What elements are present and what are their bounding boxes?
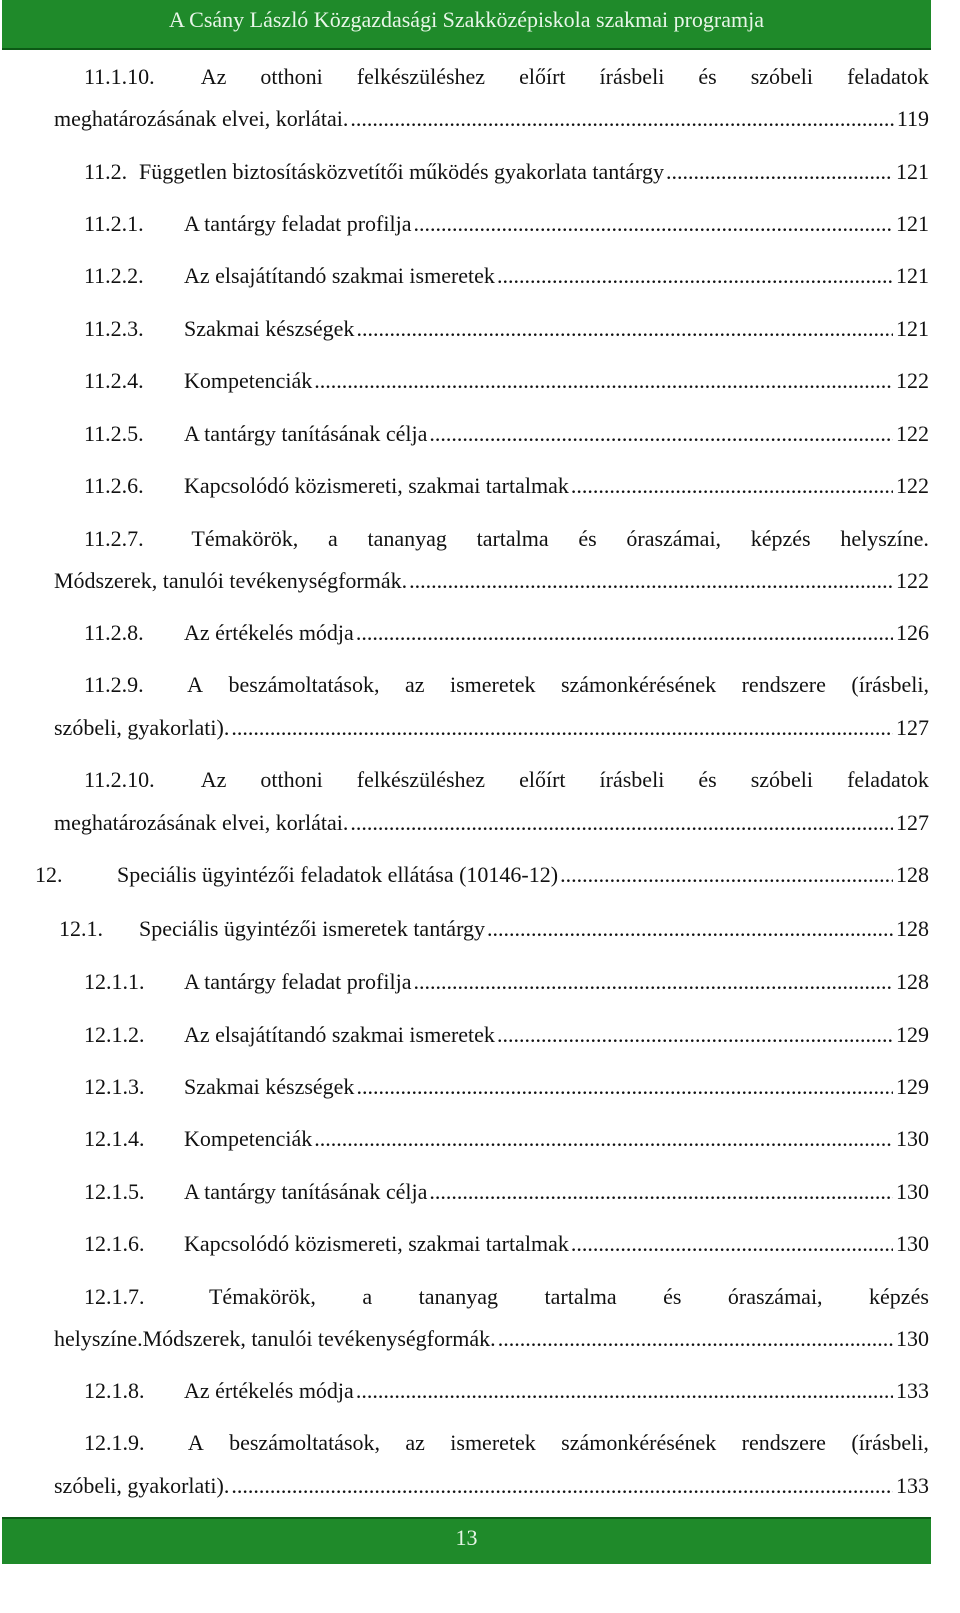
toc-page: 122 [896,368,929,393]
toc-leader [350,810,893,836]
toc-page: 130 [896,1126,929,1151]
toc-number: 11.2.10. [84,767,155,792]
toc-leader [356,316,893,342]
toc-title-line1: Az [200,767,227,792]
toc-title: Speciális ügyintézői feladatok ellátása (10146-12) [117,862,559,887]
toc-leader [314,368,893,394]
toc-title-word: rendszere [741,1430,826,1455]
toc-entry[interactable] [35,862,929,888]
toc-entry[interactable] [84,969,929,995]
toc-title-word: rendszere [741,672,826,697]
toc-title-word: az [404,672,425,697]
toc-number: 11.2.5. [84,421,144,446]
toc-leader [314,1126,893,1152]
toc-number: 12.1.9. [84,1430,145,1455]
toc-leader [356,620,893,646]
toc-title: Speciális ügyintézői ismeretek tantárgy [139,916,485,941]
toc-entry[interactable] [84,263,929,289]
toc-title-line2: szóbeli, gyakorlati). [54,1473,230,1498]
toc-title-word: óraszámai, [727,1284,823,1309]
toc-page: 126 [896,620,929,645]
toc-title-word: a [362,1284,373,1309]
toc-number: 11.2.1. [84,211,144,236]
toc-title: Kapcsolódó közismereti, szakmai tartalmak [184,473,569,498]
toc-title-word: tananyag [418,1284,499,1309]
toc-title: Kapcsolódó közismereti, szakmai tartalmak [184,1231,569,1256]
toc-page: 133 [896,1378,929,1403]
toc-entry[interactable] [84,1126,929,1152]
toc-title-word: előírt [519,64,566,89]
toc-number: 12.1.7. [84,1284,145,1309]
toc-title-word: feladatok [847,64,929,89]
toc-title-word: szóbeli [750,64,814,89]
toc-title-word: (írásbeli, [851,672,929,697]
toc-title-word: számonkérésének [560,672,717,697]
toc-page: 121 [896,263,929,288]
toc-title: Az értékelés módja [184,1378,354,1403]
toc-title-line2: helyszíne.Módszerek, tanulói tevékenységformák. [54,1326,496,1351]
toc-number: 11.2.3. [84,316,144,341]
toc-number: 11.2.6. [84,473,144,498]
toc-number: 12.1.3. [84,1074,145,1099]
toc-title-line2: Módszerek, tanulói tevékenységformák. [54,568,408,593]
toc-page: 128 [896,969,929,994]
toc-title-line1: Témakörök, [208,1284,316,1309]
toc-title-line1: Az [200,64,227,89]
toc-entry[interactable] [84,1179,929,1205]
toc-leader [429,421,893,447]
toc-page: 127 [896,715,929,740]
toc-number: 11.1.10. [84,64,155,89]
toc-title-word: ismeretek [450,1430,536,1455]
toc-page: 128 [896,862,929,887]
toc-title-line2: meghatározásának elvei, korlátai. [54,810,349,835]
toc-title-word: felkészüléshez [356,767,486,792]
toc-title-word: otthoni [260,64,323,89]
toc-leader [356,1074,893,1100]
page-number: 13 [455,1525,478,1550]
toc-entry[interactable] [84,211,929,237]
toc-leader [231,715,893,741]
toc-number: 11.2.2. [84,263,144,288]
toc-page: 122 [896,421,929,446]
toc-title-word: beszámoltatások, [229,1430,381,1455]
toc-number: 11.2. [84,159,128,184]
toc-title-word: feladatok [847,767,929,792]
toc-leader [497,1022,893,1048]
toc-title: Az elsajátítandó szakmai ismeretek [184,1022,495,1047]
toc-leader [560,862,893,888]
toc-number: 11.2.4. [84,368,144,393]
header-title: A Csány László Közgazdasági Szakközépiskola szakmai programja [168,7,765,32]
toc-page: 130 [896,1179,929,1204]
toc-title-word: és [698,767,717,792]
toc-title-word: előírt [519,767,566,792]
toc-entry[interactable] [84,368,929,394]
toc-number: 12. [35,862,63,887]
toc-title: Kompetenciák [184,1126,313,1151]
toc-title-word: írásbeli [599,64,665,89]
toc-title-word: képzés [750,526,811,551]
toc-leader [571,1231,893,1257]
toc-title-word: felkészüléshez [356,64,486,89]
toc-title-word: az [405,1430,425,1455]
toc-title: A tantárgy feladat profilja [184,969,412,994]
toc-entry[interactable] [59,916,929,942]
toc-entry[interactable] [84,620,929,646]
toc-leader [409,568,893,594]
toc-entry[interactable] [84,316,929,342]
toc-title-word: tartalma [544,1284,617,1309]
toc-number: 12.1.5. [84,1179,145,1204]
toc-number: 12.1.4. [84,1126,145,1151]
toc-title-line2: meghatározásának elvei, korlátai. [54,106,349,131]
toc-number: 12.1.8. [84,1378,145,1403]
toc-title-word: képzés [869,1284,929,1309]
toc-leader [498,1326,893,1352]
toc-leader [571,473,893,499]
toc-title: Az értékelés módja [184,620,354,645]
toc-number: 12.1. [59,916,103,941]
toc-title-word: helyszíne. [840,526,929,551]
toc-title-word: otthoni [260,767,323,792]
toc-entry[interactable] [84,1378,929,1404]
toc-page: 121 [896,211,929,236]
toc-page: 122 [896,568,929,593]
toc-leader [497,263,893,289]
toc-page: 121 [896,316,929,341]
toc-entry[interactable] [84,1022,929,1048]
toc-leader [666,159,893,185]
toc-number: 12.1.6. [84,1231,145,1256]
toc-title-word: a [328,526,338,551]
toc-title: Az elsajátítandó szakmai ismeretek [184,263,495,288]
toc-title-word: írásbeli [599,767,665,792]
toc-title: A tantárgy tanításának célja [184,421,428,446]
toc-page: 127 [896,810,929,835]
toc-title: Szakmai készségek [184,1074,355,1099]
toc-title: Független biztosításközvetítői működés gyakorlata tantárgy [139,159,665,184]
toc-title: Szakmai készségek [184,316,355,341]
toc-entry[interactable] [84,421,929,447]
toc-leader [429,1179,893,1205]
toc-entry[interactable] [84,1074,929,1100]
toc-title-word: beszámoltatások, [228,672,380,697]
toc-page: 130 [896,1231,929,1256]
page-footer [2,1517,931,1564]
toc-page: 119 [896,106,929,131]
toc-title: A tantárgy feladat profilja [184,211,412,236]
toc-number: 11.2.9. [84,672,144,697]
toc-page: 121 [896,159,929,184]
toc-title-line2: szóbeli, gyakorlati). [54,715,230,740]
toc-title-line1: A [187,1430,204,1455]
toc-title-word: (írásbeli, [851,1430,929,1455]
toc-title-line1: A [187,672,204,697]
toc-title-word: tananyag [367,526,447,551]
toc-title-word: tartalma [476,526,549,551]
toc-title-word: óraszámai, [626,526,722,551]
toc-page: 129 [896,1022,929,1047]
toc-title: Kompetenciák [184,368,313,393]
toc-page: 122 [896,473,929,498]
toc-page: 129 [896,1074,929,1099]
toc-leader [413,211,893,237]
toc-title-word: szóbeli [750,767,814,792]
toc-leader [231,1473,893,1499]
toc-title-word: és [698,64,717,89]
toc-page: 133 [896,1473,929,1498]
toc-entry[interactable] [84,473,929,499]
toc-page: 128 [896,916,929,941]
toc-title: A tantárgy tanításának célja [184,1179,428,1204]
toc-number: 12.1.2. [84,1022,145,1047]
toc-page: 130 [896,1326,929,1351]
toc-title-word: és [663,1284,682,1309]
toc-leader [350,106,893,132]
toc-number: 11.2.8. [84,620,144,645]
toc-leader [487,916,893,942]
toc-title-word: és [578,526,597,551]
toc-number: 11.2.7. [84,526,144,551]
toc-title-word: ismeretek [449,672,536,697]
toc-leader [356,1378,893,1404]
toc-title-word: számonkérésének [561,1430,717,1455]
toc-number: 12.1.1. [84,969,145,994]
toc-leader [413,969,893,995]
toc-entry[interactable] [84,159,929,185]
toc-entry[interactable] [84,1231,929,1257]
toc-title-line1: Témakörök, [191,526,299,551]
